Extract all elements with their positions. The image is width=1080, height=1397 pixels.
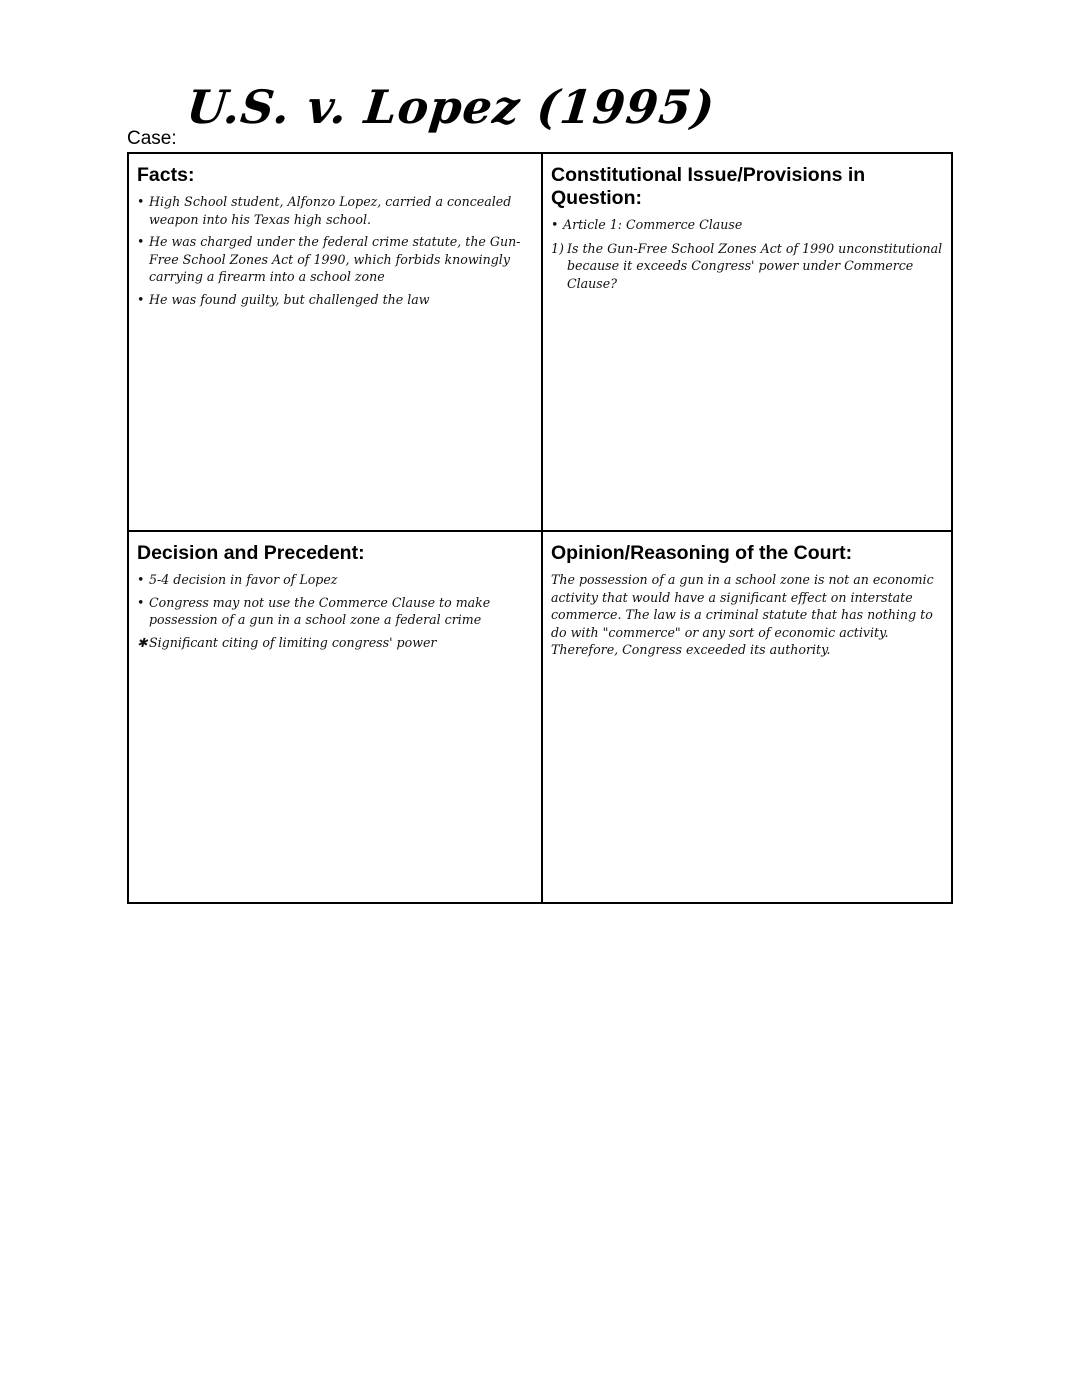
issue-list: [551, 216, 947, 234]
decision-cell: [129, 532, 533, 656]
facts-list: [137, 193, 533, 308]
bullet-icon: •: [137, 594, 145, 610]
bullet-icon: •: [137, 572, 145, 587]
facts-item-text: High School student, Alfonzo Lopez, carried a concealed weapon into his Texas high school.: [149, 194, 512, 227]
case-title: U.S. v. Lopez (1995): [184, 80, 718, 134]
list-item: [137, 291, 533, 309]
bullet-icon: •: [137, 291, 145, 307]
case-header: [127, 80, 957, 154]
decision-list: [137, 571, 533, 651]
facts-heading: Facts:: [137, 164, 195, 186]
facts-cell: [129, 154, 533, 313]
list-item: [137, 571, 533, 589]
issue-bullet-text: Article 1: Commerce Clause: [563, 217, 743, 232]
question-text: Is the Gun-Free School Zones Act of 1990 unconstitutional because it exceeds Congress' power under Commerce Clause?: [567, 240, 943, 291]
list-item: [137, 193, 533, 228]
list-item: [137, 594, 533, 629]
opinion-text: The possession of a gun in a school zone is not an economic activity that would have a significant effect on interstate commerce. The law is a criminal statute that has nothing to do with "commerce" or any sort of economic activity. Therefore, Congress exceeded its authority.: [551, 572, 934, 657]
star-icon: ✱: [137, 634, 148, 650]
list-item: [137, 233, 533, 286]
issue-question: [551, 240, 947, 293]
issue-cell: [543, 154, 947, 292]
decision-item-text: Congress may not use the Commerce Clause to make possession of a gun in a school zone a federal crime: [149, 594, 491, 627]
decision-item-text: 5-4 decision in favor of Lopez: [149, 572, 338, 587]
issue-heading: Constitutional Issue/Provisions in Question:: [551, 164, 866, 209]
bullet-icon: •: [551, 217, 559, 232]
question-number: 1): [551, 240, 564, 256]
case-brief-table: [127, 152, 953, 904]
bullet-icon: •: [137, 234, 145, 249]
opinion-cell: [543, 532, 947, 659]
list-item: [551, 216, 947, 234]
list-item: [137, 634, 533, 652]
bullet-icon: •: [137, 194, 145, 209]
star-note-text: Significant citing of limiting congress' power: [149, 634, 437, 650]
decision-heading: Decision and Precedent:: [137, 542, 365, 564]
facts-item-text: He was charged under the federal crime statute, the Gun-Free School Zones Act of 1990, which forbids knowingly carrying a firearm into a school zone: [149, 234, 521, 284]
facts-item-text: He was found guilty, but challenged the law: [149, 291, 430, 307]
opinion-heading: Opinion/Reasoning of the Court:: [551, 542, 853, 564]
case-label: Case:: [127, 128, 177, 149]
